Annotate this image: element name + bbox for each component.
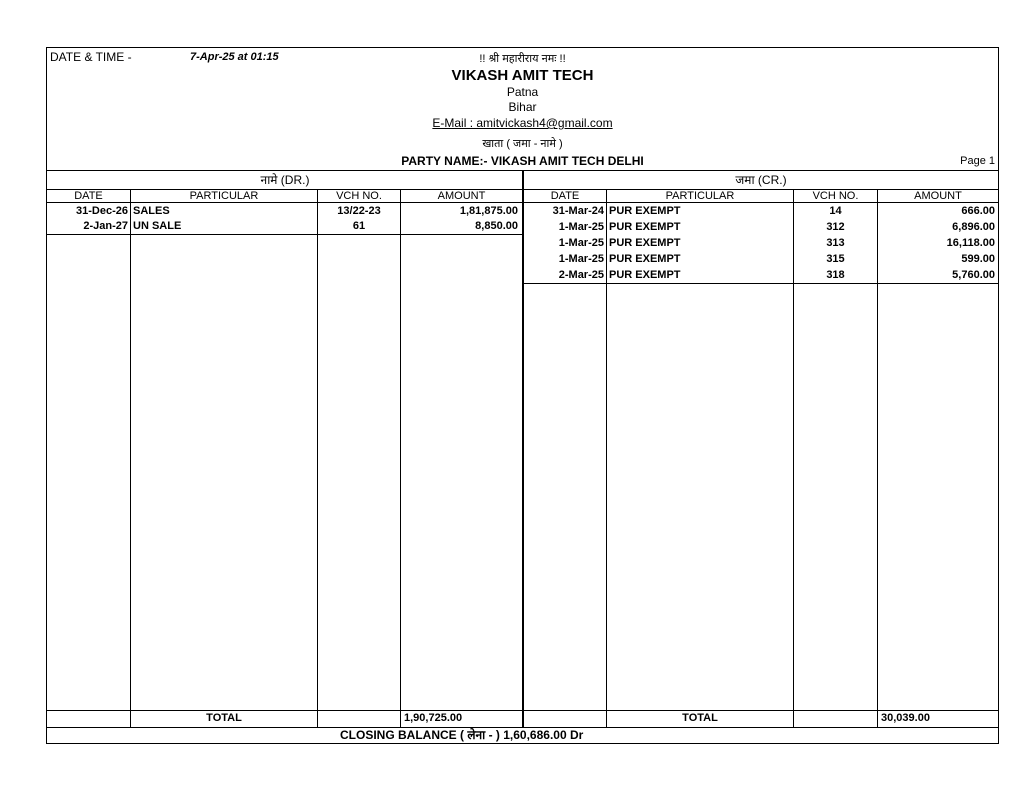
company-state: Bihar (508, 100, 537, 114)
cr-total-amount: 30,039.00 (881, 712, 930, 724)
dr-header-particular: PARTICULAR (189, 190, 259, 202)
cr-row-amount: 6,896.00 (952, 221, 995, 233)
cr-header-particular: PARTICULAR (665, 190, 735, 202)
party-name: PARTY NAME:- VIKASH AMIT TECH DELHI (401, 154, 644, 168)
dr-row-vch: 61 (352, 220, 366, 232)
dr-row-particular: UN SALE (133, 220, 182, 232)
cr-row-particular: PUR EXEMPT (609, 221, 681, 233)
invocation-text: !! श्री महारीराय नमः !! (479, 53, 566, 65)
cr-row-vch: 315 (826, 253, 845, 265)
dr-row-amount: 1,81,875.00 (459, 205, 518, 217)
cr-row-date: 2-Mar-25 (558, 269, 604, 281)
cr-row-particular: PUR EXEMPT (609, 237, 681, 249)
cr-row-amount: 599.00 (961, 253, 995, 265)
cr-header-date: DATE (550, 190, 580, 202)
cr-row-particular: PUR EXEMPT (609, 269, 681, 281)
cr-total-label: TOTAL (682, 712, 718, 724)
company-email: E-Mail : amitvickash4@gmail.com (432, 116, 613, 130)
cr-row-amount: 666.00 (961, 205, 995, 217)
cr-row-amount: 5,760.00 (952, 269, 995, 281)
cr-rows-end-line (524, 283, 998, 284)
cr-header-vch: VCH NO. (812, 190, 859, 202)
cr-col-line-1 (606, 189, 607, 727)
dr-row-vch: 13/22-23 (337, 205, 381, 217)
dr-row-particular: SALES (133, 205, 170, 217)
cr-row-vch: 14 (829, 205, 842, 217)
date-time-label: DATE & TIME - (50, 50, 132, 64)
dr-rows-end-line (47, 234, 522, 235)
dr-header-vch: VCH NO. (336, 190, 382, 202)
dr-header-date: DATE (74, 190, 103, 202)
company-name: VIKASH AMIT TECH (451, 67, 594, 84)
dr-col-line-3 (400, 189, 401, 727)
dr-row-date: 2-Jan-27 (83, 220, 128, 232)
date-time-value: 7-Apr-25 at 01:15 (190, 51, 279, 63)
credit-title: जमा (CR.) (735, 173, 787, 187)
cr-row-date: 1-Mar-25 (558, 237, 604, 249)
cr-row-particular: PUR EXEMPT (609, 205, 681, 217)
closing-balance: CLOSING BALANCE ( लेना - ) 1,60,686.00 Dr (340, 728, 584, 742)
cr-row-vch: 318 (826, 269, 845, 281)
dr-total-label: TOTAL (206, 712, 242, 724)
cr-row-date: 1-Mar-25 (558, 221, 604, 233)
cr-row-date: 1-Mar-25 (558, 253, 604, 265)
dr-col-line-1 (130, 189, 131, 727)
page-number: Page 1 (960, 155, 995, 167)
company-city: Patna (506, 85, 539, 99)
dr-header-amount: AMOUNT (437, 190, 486, 202)
dr-col-line-2 (317, 189, 318, 727)
dr-total-amount: 1,90,725.00 (404, 712, 463, 724)
cr-header-amount: AMOUNT (914, 190, 962, 202)
cr-row-vch: 312 (826, 221, 845, 233)
cr-row-vch: 313 (826, 237, 845, 249)
cr-row-particular: PUR EXEMPT (609, 253, 681, 265)
dr-row-date: 31-Dec-26 (76, 205, 128, 217)
ledger-type: खाता ( जमा - नामे ) (482, 138, 563, 150)
debit-title: नामे (DR.) (260, 173, 310, 187)
cr-row-date: 31-Mar-24 (552, 205, 604, 217)
cr-row-amount: 16,118.00 (946, 237, 995, 249)
ledger-sheet (46, 47, 999, 744)
dr-row-amount: 8,850.00 (475, 220, 518, 232)
